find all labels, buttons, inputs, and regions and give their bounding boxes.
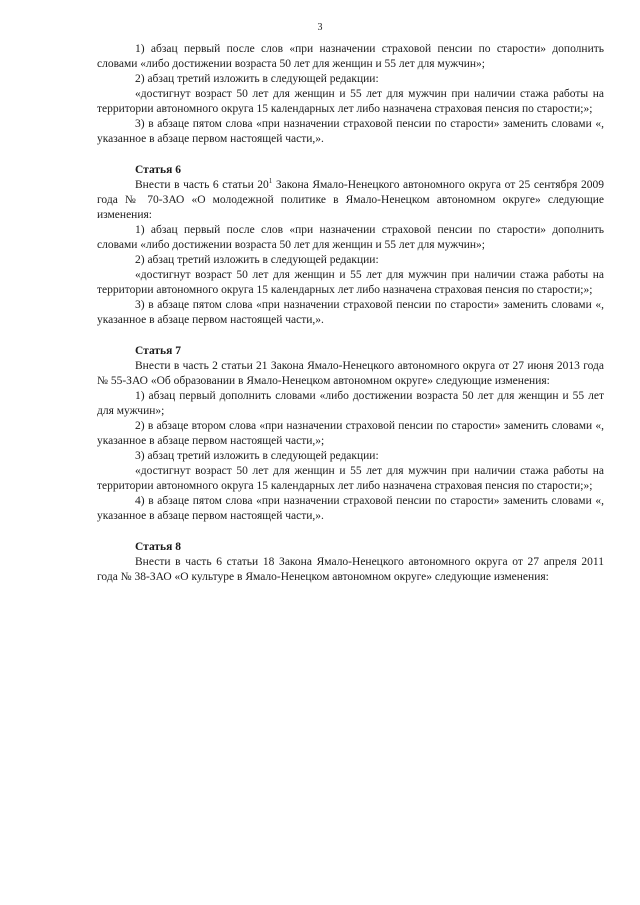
article-heading: Статья 6 — [135, 164, 181, 176]
article-lead: Внести в часть 6 статьи 18 Закона Ямало-Ненецкого автономного округа от 27 апреля 2011 года № 38-ЗАО «О культуре в Ямало-Ненецком автономном округе» следующие изменения: — [97, 556, 604, 583]
article-heading: Статья 8 — [135, 541, 181, 553]
intro-paragraph-2: 2) абзац третий изложить в следующей редакции: — [135, 73, 379, 85]
article-8 — [97, 540, 604, 585]
article-item: 3) в абзаце пятом слова «при назначении страховой пенсии по старости» заменить словами «, указанное в абзаце первом настоящей части,». — [97, 299, 604, 326]
intro-paragraph-4: 3) в абзаце пятом слова «при назначении страховой пенсии по старости» заменить словами «, указанное в абзаце первом настоящей части,». — [97, 118, 604, 145]
article-item: 1) абзац первый после слов «при назначении страховой пенсии по старости» дополнить словами «либо достижении возраста 50 лет для женщин и 55 лет для мужчин»; — [97, 224, 604, 251]
article-item: 2) абзац третий изложить в следующей редакции: — [135, 254, 379, 266]
article-item: 3) абзац третий изложить в следующей редакции: — [135, 450, 379, 462]
article-lead-text-continued: Закона Ямало-Ненецкого автономного округа от 25 сентября 2009 года № 70-ЗАО «О молодежной политике в Ямало-Ненецком автономном округе» следующие изменения: — [97, 179, 604, 221]
article-6 — [97, 163, 604, 328]
article-lead — [97, 178, 604, 223]
article-item: 4) в абзаце пятом слова «при назначении страховой пенсии по старости» заменить словами «, указанное в абзаце первом настоящей части,». — [97, 495, 604, 522]
intro-block — [97, 42, 604, 147]
superscript: 1 — [268, 177, 273, 186]
article-lead-text: Внести в часть 6 статьи 20 — [135, 179, 269, 191]
article-7 — [97, 344, 604, 524]
article-item: «достигнут возраст 50 лет для женщин и 55 лет для мужчин при наличии стажа работы на территории автономного округа 15 календарных лет либо назначена страховая пенсия по старости;»; — [97, 465, 604, 492]
article-item: «достигнут возраст 50 лет для женщин и 55 лет для мужчин при наличии стажа работы на территории автономного округа 15 календарных лет либо назначена страховая пенсия по старости;»; — [97, 269, 604, 296]
intro-paragraph-1: 1) абзац первый после слов «при назначении страховой пенсии по старости» дополнить словами «либо достижении возраста 50 лет для женщин и 55 лет для мужчин»; — [97, 43, 604, 70]
article-lead: Внести в часть 2 статьи 21 Закона Ямало-Ненецкого автономного округа от 27 июня 2013 года № 55-ЗАО «Об образовании в Ямало-Ненецком автономном округе» следующие изменения: — [97, 360, 604, 387]
article-heading: Статья 7 — [135, 345, 181, 357]
intro-paragraph-3: «достигнут возраст 50 лет для женщин и 55 лет для мужчин при наличии стажа работы на территории автономного округа 15 календарных лет либо назначена страховая пенсия по старости;»; — [97, 88, 604, 115]
article-item: 1) абзац первый дополнить словами «либо достижении возраста 50 лет для женщин и 55 лет для мужчин»; — [97, 390, 604, 417]
article-item: 2) в абзаце втором слова «при назначении страховой пенсии по старости» заменить словами «, указанное в абзаце первом настоящей части,»; — [97, 420, 604, 447]
page-number: 3 — [317, 22, 323, 33]
